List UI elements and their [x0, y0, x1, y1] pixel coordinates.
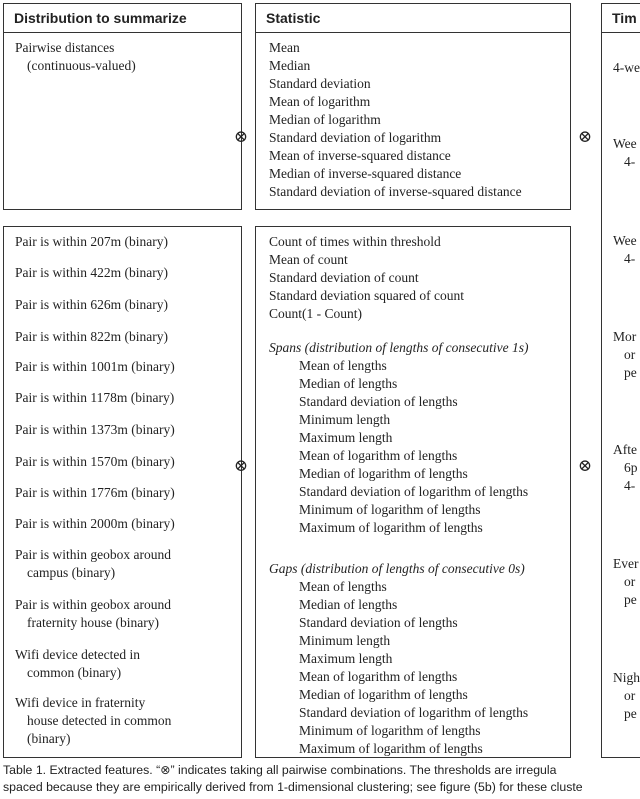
table-cell-text: Standard deviation squared of count	[269, 288, 464, 303]
table-cell-text: Mean of inverse-squared distance	[269, 148, 451, 163]
table-cell-text: Mean of logarithm	[269, 94, 371, 109]
table-cell-text: pe	[624, 592, 637, 607]
table-cell-text: Pair is within 422m (binary)	[15, 265, 168, 280]
table-cell-text: Maximum length	[299, 651, 393, 666]
statistic-box-binary	[255, 226, 571, 758]
table-cell-text: Pair is within 1570m (binary)	[15, 454, 175, 469]
table-cell-text: Count(1 - Count)	[269, 306, 362, 321]
table-cell-text: 4-	[624, 478, 636, 493]
table-cell-text: Pair is within 822m (binary)	[15, 329, 168, 344]
table-cell-text: Wee	[613, 233, 637, 248]
table-cell-text: Mean of lengths	[299, 579, 387, 594]
table-cell-text: Pair is within 1776m (binary)	[15, 485, 175, 500]
otimes-symbol: ⊗	[577, 456, 593, 475]
table-cell-text: Minimum of logarithm of lengths	[299, 723, 481, 738]
table-cell-text: Standard deviation of logarithm of lengths	[299, 705, 529, 720]
table-cell-text: Pair is within 2000m (binary)	[15, 516, 175, 531]
table-cell-text: or	[624, 574, 636, 589]
table-cell-text: or	[624, 688, 636, 703]
caption-line: Table 1. Extracted features. “⊗” indicates taking all pairwise combinations. The thresholds are irregula	[3, 763, 557, 777]
table-cell-text: Median	[269, 58, 311, 73]
statistic-box-continuous	[255, 3, 571, 210]
table-cell-text: 4-	[624, 251, 636, 266]
table-cell-text: (binary)	[27, 731, 71, 746]
table-cell-text: pe	[624, 706, 637, 721]
table-cell-text: 6p	[624, 460, 638, 475]
otimes-symbol: ⊗	[233, 127, 249, 146]
table-cell-text: Mean of lengths	[299, 358, 387, 373]
table-cell-text: Median of inverse-squared distance	[269, 166, 462, 181]
table-cell-text: Pair is within 626m (binary)	[15, 297, 168, 312]
table-cell-text: Minimum length	[299, 633, 391, 648]
table-cell-text: Maximum length	[299, 430, 393, 445]
time-box	[601, 3, 640, 758]
table-cell-text: (continuous-valued)	[27, 58, 136, 73]
table-cell-text: Median of logarithm of lengths	[299, 466, 468, 481]
table-cell-text: Mean of logarithm of lengths	[299, 669, 458, 684]
table-cell-text: Standard deviation of inverse-squared distance	[269, 184, 522, 199]
table-cell-text: Pair is within geobox around	[15, 597, 171, 612]
table-cell-text: Mean	[269, 40, 300, 55]
table-cell-text: Median of logarithm of lengths	[299, 687, 468, 702]
table-cell-text: pe	[624, 365, 637, 380]
table-cell-text: Standard deviation of logarithm	[269, 130, 442, 145]
table-cell-text: Pair is within 1178m (binary)	[15, 390, 175, 405]
table-cell-text: Wifi device detected in	[15, 647, 141, 662]
table-cell-text: Count of times within threshold	[269, 234, 441, 249]
header-time: Tim	[602, 4, 640, 33]
table-cell-text: Mor	[613, 329, 637, 344]
header-statistic: Statistic	[256, 4, 570, 33]
distribution-box-continuous	[3, 3, 242, 210]
table-cell-text: 4-we	[613, 60, 640, 75]
table-cell-text: campus (binary)	[27, 565, 116, 580]
table-cell-text: Standard deviation of lengths	[299, 394, 458, 409]
table-cell-text: Pair is within geobox around	[15, 547, 171, 562]
table-cell-text: Ever	[613, 556, 639, 571]
table-cell-text: or	[624, 347, 636, 362]
table-cell-text: Afte	[613, 442, 637, 457]
table-cell-text: Minimum of logarithm of lengths	[299, 502, 481, 517]
table-cell-text: Spans (distribution of lengths of consecutive 1s)	[269, 340, 529, 355]
table-cell-text: 4-	[624, 154, 636, 169]
table-cell-text: Maximum of logarithm of lengths	[299, 520, 483, 535]
otimes-symbol: ⊗	[577, 127, 593, 146]
table-cell-text: Wee	[613, 136, 637, 151]
table-cell-text: Median of lengths	[299, 376, 398, 391]
table-cell-text: common (binary)	[27, 665, 122, 680]
table-cell-text: house detected in common	[27, 713, 172, 728]
table-cell-text: Mean of count	[269, 252, 348, 267]
table-caption	[3, 762, 583, 796]
distribution-box-binary	[3, 226, 242, 758]
otimes-symbol: ⊗	[233, 456, 249, 475]
table-cell-text: Maximum of logarithm of lengths	[299, 741, 483, 756]
caption-line: spaced because they are empirically derived from 1-dimensional clustering; see figure (5b) for these cluste	[3, 780, 583, 794]
table-cell-text: Pair is within 1001m (binary)	[15, 359, 175, 374]
table-cell-text: Mean of logarithm of lengths	[299, 448, 458, 463]
table-cell-text: Gaps (distribution of lengths of consecutive 0s)	[269, 561, 525, 576]
table-cell-text: Standard deviation of lengths	[299, 615, 458, 630]
table-cell-text: Median of lengths	[299, 597, 398, 612]
table-cell-text: Minimum length	[299, 412, 391, 427]
table-cell-text: Wifi device in fraternity	[15, 695, 146, 710]
table-cell-text: Standard deviation of count	[269, 270, 419, 285]
table-cell-text: Pair is within 207m (binary)	[15, 234, 168, 249]
header-distribution: Distribution to summarize	[4, 4, 241, 33]
table-cell-text: Pair is within 1373m (binary)	[15, 422, 175, 437]
table-cell-text: Nigh	[613, 670, 640, 685]
table-cell-text: Pairwise distances	[15, 40, 115, 55]
table-cell-text: Standard deviation	[269, 76, 371, 91]
table-cell-text: Median of logarithm	[269, 112, 381, 127]
table-cell-text: fraternity house (binary)	[27, 615, 159, 630]
table-cell-text: Standard deviation of logarithm of lengths	[299, 484, 529, 499]
